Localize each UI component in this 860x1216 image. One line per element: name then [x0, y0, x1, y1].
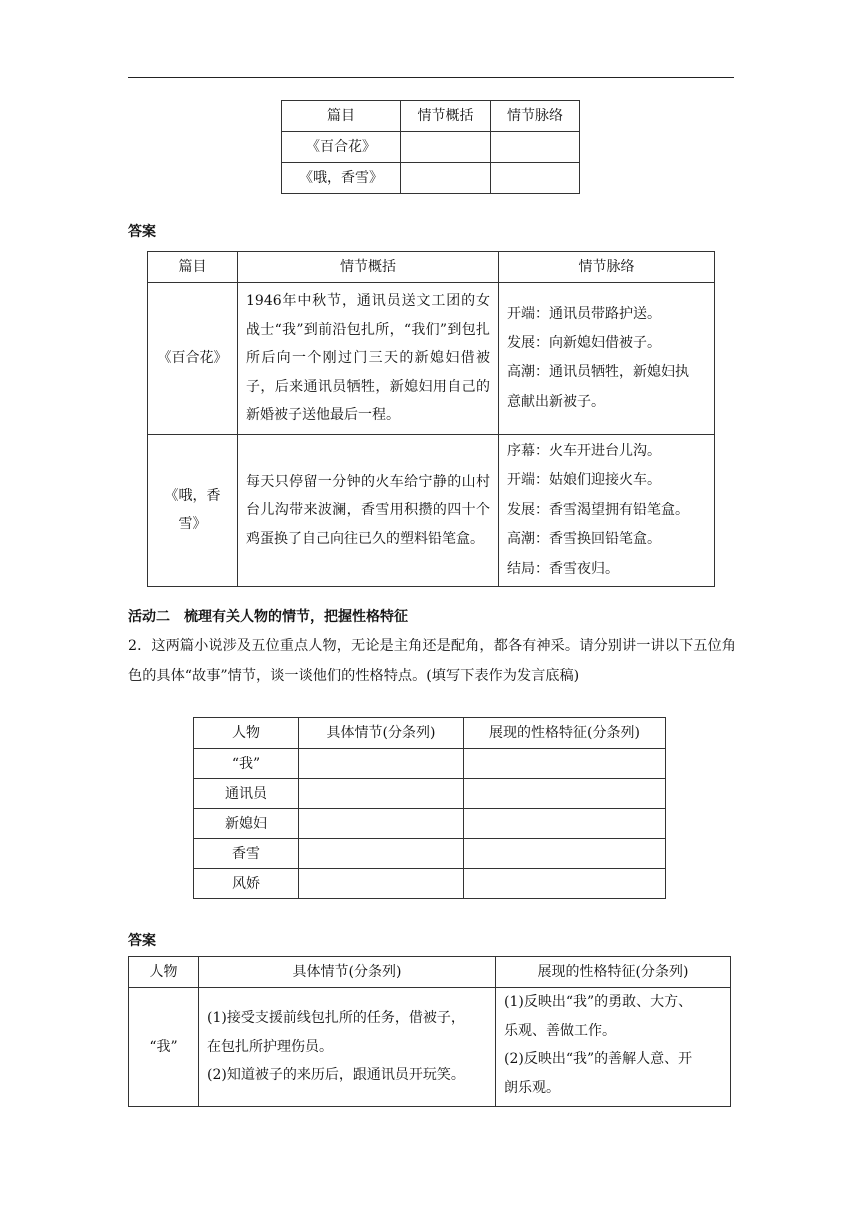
outline-line: 高潮：通讯员牺牲，新媳妇执 — [507, 364, 689, 381]
empty-cell[interactable] — [299, 749, 464, 779]
empty-cell[interactable] — [299, 809, 464, 839]
header-cell: 情节概括 — [238, 252, 499, 283]
trait-line: (1)反映出“我”的勇敢、大方、 — [504, 994, 693, 1010]
header-cell: 具体情节(分条列) — [199, 957, 496, 988]
question-text: 2．这两篇小说涉及五位重点人物，无论是主角还是配角，都各有神采。请分别讲一讲以下五位角色的具体“故事”情节，谈一谈他们的性格特点。(填写下表作为发言底稿) — [128, 638, 736, 684]
summary-text: 1946年中秋节，通讯员送文工团的女战士“我”到前沿包扎所，“我们”到包扎所后向一个刚过门三天的新媳妇借被子，后来通讯员牺牲，新媳妇用自己的新婚被子送他最后一程。 — [246, 293, 490, 424]
empty-cell[interactable] — [464, 839, 666, 869]
empty-cell[interactable] — [299, 869, 464, 899]
header-cell: 情节概括 — [401, 101, 491, 132]
trait-line: (2)反映出“我”的善解人意、开 — [504, 1051, 693, 1067]
character-cell: “我” — [194, 749, 299, 779]
plot-line: (1)接受支援前线包扎所的任务，借被子， — [207, 1010, 465, 1027]
empty-cell[interactable] — [401, 132, 491, 163]
character-cell: 通讯员 — [194, 779, 299, 809]
title-cell: 《百合花》 — [282, 132, 401, 163]
outline-line: 开端：姑娘们迎接火车。 — [507, 472, 661, 489]
title-cell: 《哦，香雪》 — [282, 163, 401, 194]
outline-line: 结局：香雪夜归。 — [507, 560, 619, 577]
empty-cell[interactable] — [491, 163, 580, 194]
blank-character-table — [193, 717, 666, 899]
summary-cell — [238, 434, 499, 586]
empty-cell[interactable] — [464, 809, 666, 839]
empty-cell[interactable] — [464, 779, 666, 809]
header-cell: 情节脉络 — [499, 252, 715, 283]
character-cell: 风娇 — [194, 869, 299, 899]
trait-line: 朗乐观。 — [504, 1079, 560, 1096]
header-cell: 篇目 — [148, 252, 238, 283]
outline-line: 高潮：香雪换回铅笔盒。 — [507, 531, 661, 548]
header-cell: 情节脉络 — [491, 101, 580, 132]
character-answer-table — [128, 956, 731, 1107]
answer-label: 答案 — [128, 224, 156, 240]
empty-cell[interactable] — [464, 869, 666, 899]
outline-line: 发展：向新媳妇借被子。 — [507, 335, 661, 352]
answer-label: 答案 — [128, 933, 156, 949]
title-cell: 《百合花》 — [148, 283, 238, 435]
empty-cell[interactable] — [299, 839, 464, 869]
plot-line: 在包扎所护理伤员。 — [207, 1038, 333, 1055]
title-line: 雪》 — [178, 516, 207, 533]
summary-cell — [238, 283, 499, 435]
outline-line: 发展：香雪渴望拥有铅笔盒。 — [507, 501, 689, 518]
activity-title: 活动二 梳理有关人物的情节，把握性格特征 — [128, 609, 408, 625]
summary-text: 每天只停留一分钟的火车给宁静的山村台儿沟带来波澜，香雪用积攒的四十个鸡蛋换了自己向往已久的塑料铅笔盒。 — [246, 473, 490, 547]
blank-plot-table — [281, 100, 580, 194]
outline-line: 序幕：火车开进台儿沟。 — [507, 442, 661, 459]
empty-cell[interactable] — [299, 779, 464, 809]
header-rule — [128, 77, 734, 78]
character-cell: 新媳妇 — [194, 809, 299, 839]
empty-cell[interactable] — [401, 163, 491, 194]
outline-line: 意献出新被子。 — [507, 393, 605, 410]
character-cell: 香雪 — [194, 839, 299, 869]
outline-cell — [499, 283, 715, 435]
plot-answer-table — [147, 251, 715, 587]
empty-cell[interactable] — [464, 749, 666, 779]
plot-line: (2)知道被子的来历后，跟通讯员开玩笑。 — [207, 1067, 465, 1084]
header-cell: 具体情节(分条列) — [299, 718, 464, 749]
header-cell: 展现的性格特征(分条列) — [464, 718, 666, 749]
header-cell: 篇目 — [282, 101, 401, 132]
header-cell: 人物 — [194, 718, 299, 749]
trait-cell — [496, 988, 731, 1107]
plot-cell — [199, 988, 496, 1107]
trait-line: 乐观、善做工作。 — [504, 1022, 616, 1039]
outline-cell — [499, 434, 715, 586]
header-cell: 展现的性格特征(分条列) — [496, 957, 731, 988]
outline-line: 开端：通讯员带路护送。 — [507, 305, 661, 322]
empty-cell[interactable] — [491, 132, 580, 163]
header-cell: 人物 — [129, 957, 199, 988]
character-cell: “我” — [129, 988, 199, 1107]
title-cell — [148, 434, 238, 586]
title-line: 《哦，香 — [164, 488, 221, 505]
